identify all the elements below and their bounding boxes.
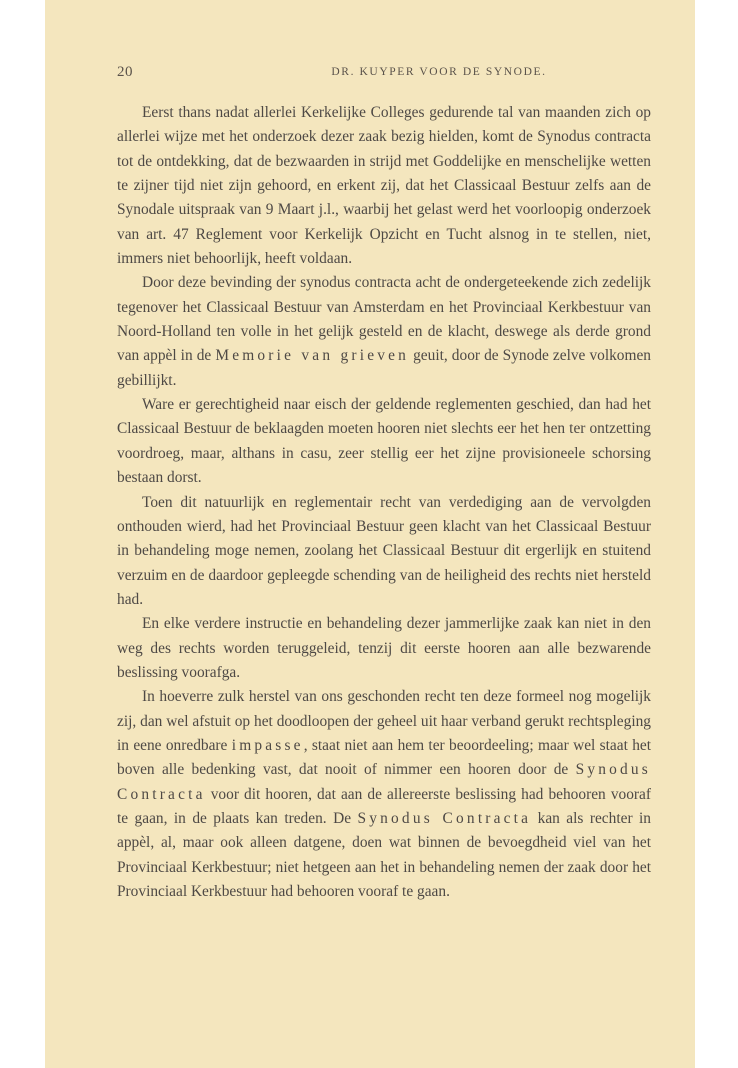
text-run: Toen dit natuurlijk en reglementair recht van verdediging aan de vervolgden onthouden wierd, had het Provinciaal Bestuur geen klacht van het Classicaal Bestuur in behandeling moge nemen, zoolang het Classicaal Bestuur dit ergerlijk en stuitend verzuim en de daardoor gepleegde schending van de heiligheid des rechts niet hersteld had. (117, 493, 651, 608)
paragraph (117, 271, 651, 393)
text-run: voor dit hooren, dat aan de allereerste beslissing had behooren vooraf te gaan, in de plaats kan treden. De (117, 785, 651, 827)
spaced-emphasis: Memorie van grieven (215, 347, 410, 365)
spaced-emphasis: Synodus Contracta (357, 809, 532, 827)
text-run: Door deze bevinding der synodus contracta acht de ondergeteekende zich zedelijk tegenover het Classicaal Bestuur van Amsterdam en het Provinciaal Kerkbestuur van Noord-Holland ten volle in het gelijk gesteld en de klacht, deswege als derde grond van appèl in de (117, 274, 651, 365)
text-run: Eerst thans nadat allerlei Kerkelijke Colleges gedurende tal van maanden zich op allerlei wijze met het onderzoek dezer zaak bezig hielden, komt de Synodus contracta tot de ontdekking, dat de bezwaarden in strijd met Goddelijke en menschelijke wetten te zijner tijd niet zijn gehoord, en erkent zij, dat het Classicaal Bestuur zelfs aan de Synodale uitspraak van 9 Maart j.l., waarbij het gelast werd het voorloopig onderzoek van art. 47 Reglement voor Kerkelijk Opzicht en Tucht alsnog in te stellen, niet, immers niet behoorlijk, heeft voldaan. (117, 104, 651, 268)
paragraph (117, 101, 651, 271)
page-header (117, 62, 651, 84)
spaced-emphasis: impasse (231, 736, 304, 754)
running-head: DR. KUYPER VOOR DE SYNODE. (331, 66, 547, 78)
paragraph (117, 685, 651, 904)
spaced-emphasis: Synodus Contracta (117, 761, 651, 803)
text-run: Ware er gerechtigheid naar eisch der geldende reglementen geschied, dan had het Classicaal Bestuur de beklaagden moeten hooren niet slechts eer het hen ter ontzetting voordroeg, maar, althans in casu, zeer stellig eer het zijne provisioneele schorsing bestaan dorst. (117, 396, 651, 487)
text-run: geuit, door de Synode zelve volkomen gebillijkt. (117, 347, 651, 389)
text-run: In hoeverre zulk herstel van ons geschonden recht ten deze formeel nog mogelijk zij, dan wel afstuit op het doodloopen der geheel uit haar verband gerukt rechtspleging in eene onredbare (117, 688, 651, 754)
paragraph (117, 612, 651, 685)
text-run: , staat niet aan hem ter beoordeeling; maar wel staat het boven alle bedenking vast, dat nooit of nimmer een hooren door de (117, 736, 651, 779)
page-number: 20 (117, 64, 133, 80)
text-run: kan als rechter in appèl, al, maar ook alleen datgene, doen wat binnen de bevoegdheid viel van het Provinciaal Kerkbestuur; niet hetgeen aan het in behandeling nemen der zaak door het Provinciaal Kerkbestuur had behooren vooraf te gaan. (117, 809, 651, 900)
paragraph (117, 393, 651, 490)
paragraph (117, 491, 651, 613)
body-text (117, 101, 651, 904)
text-run: En elke verdere instructie en behandeling dezer jammerlijke zaak kan niet in den weg des rechts worden teruggeleid, tenzij dit eerste hooren aan alle bezwarende beslissing voorafga. (117, 615, 651, 681)
scanned-page (45, 0, 695, 1068)
